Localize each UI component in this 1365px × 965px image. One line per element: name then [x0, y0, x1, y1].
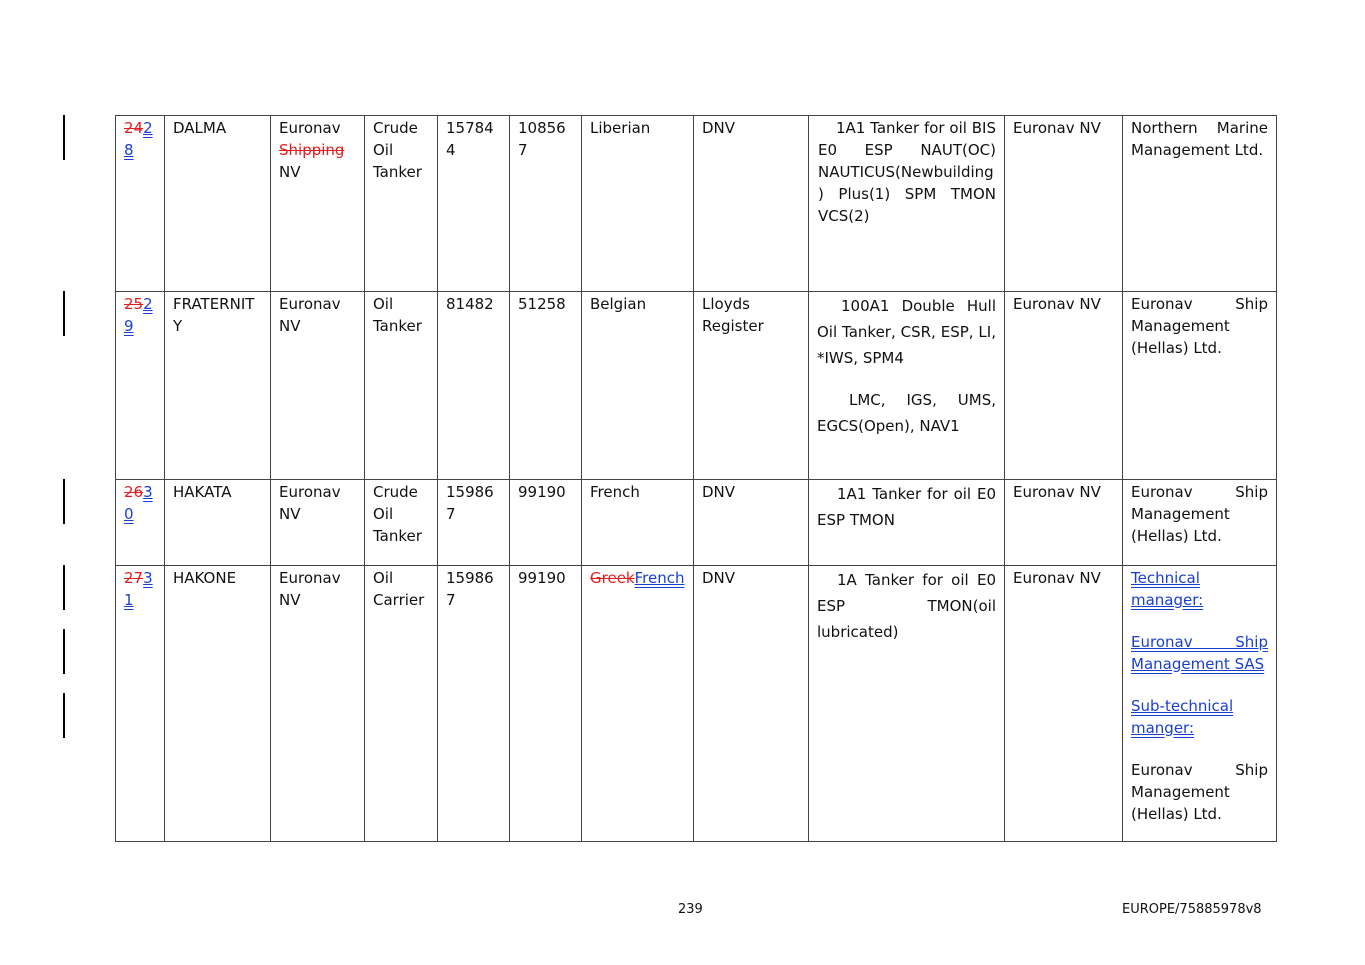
class-society-cell: Lloyds Register — [694, 292, 809, 480]
change-bar — [63, 629, 65, 674]
sub-technical-manager: Euronav Ship Management (Hellas) Ltd. — [1131, 761, 1268, 823]
change-bar — [63, 565, 65, 610]
operator-cell: Euronav NV — [1005, 480, 1123, 566]
technical-manager-label: Technical manager: — [1131, 569, 1204, 609]
sub-technical-manager-label: Sub-technical manger: — [1131, 697, 1234, 737]
gt-cell: 51258 — [510, 292, 582, 480]
table-row — [116, 116, 1277, 292]
technical-manager: Euronav Ship Management SAS — [1131, 633, 1268, 673]
manager-cell — [1123, 566, 1277, 842]
manager-cell: Euronav Ship Management (Hellas) Ltd. — [1123, 480, 1277, 566]
class-notation-cell: 1A1 Tanker for oil E0 ESP TMON — [809, 480, 1005, 566]
document-reference: EUROPE/75885978v8 — [1122, 902, 1262, 917]
manager-cell: Northern Marine Management Ltd. — [1123, 116, 1277, 292]
row-number-cell: 2731 — [116, 566, 165, 842]
row-number-cell: 2630 — [116, 480, 165, 566]
row-number-cell: 2428 — [116, 116, 165, 292]
vessel-table — [115, 115, 1277, 842]
operator-cell: Euronav NV — [1005, 116, 1123, 292]
owner-cell: Euronav NV — [271, 566, 365, 842]
page-number: 239 — [678, 902, 703, 917]
change-bar — [63, 479, 65, 524]
flag-cell: French — [582, 480, 694, 566]
change-bar — [63, 291, 65, 336]
dwt-cell: 157844 — [438, 116, 510, 292]
operator-cell: Euronav NV — [1005, 292, 1123, 480]
dwt-cell: 81482 — [438, 292, 510, 480]
class-notation-cell: 100A1 Double Hull Oil Tanker, CSR, ESP, LI, *IWS, SPM4 LMC, IGS, UMS, EGCS(Open), NAV1 — [809, 292, 1005, 480]
class-society-cell: DNV — [694, 480, 809, 566]
gt-cell: 99190 — [510, 480, 582, 566]
owner-cell: Euronav NV — [271, 292, 365, 480]
vessel-name: DALMA — [165, 116, 271, 292]
owner-cell: Euronav Shipping NV — [271, 116, 365, 292]
change-bar — [63, 115, 65, 160]
vessel-name: FRATERNITY — [165, 292, 271, 480]
flag-cell: Belgian — [582, 292, 694, 480]
gt-cell: 108567 — [510, 116, 582, 292]
operator-cell: Euronav NV — [1005, 566, 1123, 842]
row-number-cell: 2529 — [116, 292, 165, 480]
vessel-name: HAKONE — [165, 566, 271, 842]
dwt-cell: 159867 — [438, 566, 510, 842]
table-row — [116, 480, 1277, 566]
manager-cell: Euronav Ship Management (Hellas) Ltd. — [1123, 292, 1277, 480]
change-bar — [63, 693, 65, 738]
class-notation-cell: 1A Tanker for oil E0 ESP TMON(oil lubricated) — [809, 566, 1005, 842]
dwt-cell: 159867 — [438, 480, 510, 566]
vessel-type: Crude Oil Tanker — [365, 480, 438, 566]
flag-cell: GreekFrench — [582, 566, 694, 842]
class-society-cell: DNV — [694, 116, 809, 292]
table-row — [116, 292, 1277, 480]
vessel-type: Crude Oil Tanker — [365, 116, 438, 292]
table-row — [116, 566, 1277, 842]
gt-cell: 99190 — [510, 566, 582, 842]
vessel-type: Oil Tanker — [365, 292, 438, 480]
class-notation-cell: 1A1 Tanker for oil BIS E0 ESP NAUT(OC) NAUTICUS(Newbuilding) Plus(1) SPM TMON VCS(2) — [809, 116, 1005, 292]
vessel-name: HAKATA — [165, 480, 271, 566]
flag-cell: Liberian — [582, 116, 694, 292]
vessel-type: Oil Carrier — [365, 566, 438, 842]
class-society-cell: DNV — [694, 566, 809, 842]
owner-cell: Euronav NV — [271, 480, 365, 566]
